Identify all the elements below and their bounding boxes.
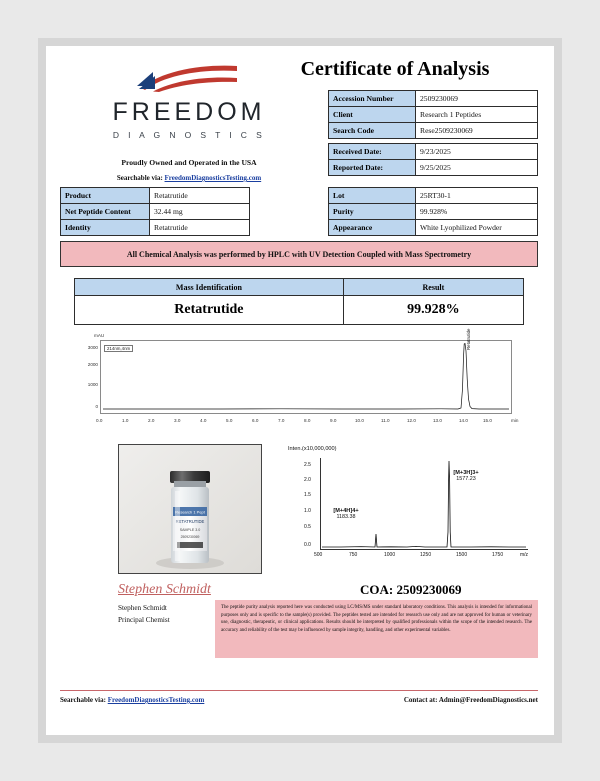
dates-table [328,143,538,176]
mass-identification-table [74,278,524,325]
ms-annotation-1-label: [M+4H]4+ [333,508,359,514]
hplc-x-axis-label: min [511,418,519,423]
table-row [329,220,538,236]
net-peptide-content-value: 32.44 mg [150,204,250,220]
footer-searchable [60,696,204,704]
table-row [61,188,250,204]
accession-table [328,90,538,139]
accession-number-value: 2509230069 [416,91,538,107]
hplc-x-tick: 5.0 [226,418,233,423]
sample-photo-image [119,445,261,573]
table-row [329,188,538,204]
footer-contact-email[interactable]: Admin@FreedomDiagnostics.net [438,696,538,704]
ms-annotation-2 [436,470,496,482]
received-date-value: 9/23/2025 [416,144,538,160]
footer-searchable-label: Searchable via: [60,696,106,704]
ms-x-tick: 1500 [456,552,468,558]
svg-text:SAMPLE 3.0: SAMPLE 3.0 [179,528,201,532]
document-footer [60,696,538,704]
table-row [329,160,538,176]
hplc-x-tick: 14.0 [459,418,468,423]
hplc-x-tick: 6.0 [252,418,259,423]
svg-text:RETATRUTIDE: RETATRUTIDE [175,519,205,524]
ms-y-tick: 2.5 [304,462,311,468]
identity-label: Identity [61,220,150,236]
svg-text:2509230069: 2509230069 [180,535,200,539]
hplc-y-tick: 2000 [87,362,98,367]
ms-annotation-2-value: 1577.23 [456,476,476,482]
hplc-detector-label: 214nm,4nm [104,345,133,352]
mass-identification-header: Mass Identification [75,279,344,296]
ms-y-tick: 2.0 [304,477,311,483]
net-peptide-content-label: Net Peptide Content [61,204,150,220]
hplc-x-tick: 8.0 [304,418,311,423]
result-header: Result [343,279,523,296]
result-value: 99.928% [343,296,523,325]
searchable-link-top[interactable]: FreedomDiagnosticsTesting.com [164,174,262,182]
disclaimer-text: The peptide purity analysis reported here was conducted using LC/MS/MS under standard laboratory conditions. This analysis is intended for informational purposes only and is specific to the sample(s) provided. The peptides tested are intended for research use only and are not approved for human or veterinary use, diagnostic, therapeutic, or clinical applications. Results should be interpreted by qualified professionals within the scope of the intended research. The accuracy and reliability of the test may be influenced by sample integrity, handling, and other experimental variables. [215,600,538,658]
table-row [61,204,250,220]
signature-image: Stephen Schmidt [118,582,211,597]
hplc-x-tick: 1.0 [122,418,129,423]
ms-annotation-2-label: [M+3H]3+ [453,470,479,476]
table-row [329,107,538,123]
ms-x-axis-label: m/z [520,552,529,558]
signature-block [60,582,538,682]
ms-y-tick: 1.5 [304,492,311,498]
hplc-x-tick: 3.0 [174,418,181,423]
footer-contact [404,696,538,704]
document-header [46,46,554,246]
svg-text:Research 1 Pept: Research 1 Pept [175,509,205,515]
ms-trace [321,458,527,548]
signature-role: Principal Chemist [118,616,170,624]
ms-y-tick: 0.0 [304,542,311,548]
appearance-value: White Lyophilized Powder [416,220,538,236]
table-row [329,144,538,160]
ms-x-tick: 500 [314,552,323,558]
sample-photo [118,444,262,574]
product-value: Retatrutide [150,188,250,204]
hplc-x-tick: 12.0 [407,418,416,423]
hplc-chromatogram [74,328,526,432]
reported-date-value: 9/25/2025 [416,160,538,176]
hplc-peak-label: Retatrutide [466,328,471,350]
hplc-x-tick: 2.0 [148,418,155,423]
hplc-x-tick: 11.0 [381,418,390,423]
analysis-method-banner: All Chemical Analysis was performed by HPLC with UV Detection Coupled with Mass Spectrometry [60,241,538,267]
product-table [60,187,250,236]
lot-value: 25RT30-1 [416,188,538,204]
table-row [329,91,538,107]
searchable-label: Searchable via: [116,174,163,182]
hplc-x-tick: 15.0 [483,418,492,423]
purity-value: 99.928% [416,204,538,220]
table-row [61,220,250,236]
hplc-x-tick: 0.0 [96,418,103,423]
mass-spectrum-chart [286,444,536,572]
ms-title: Inten.(x10,000,000) [288,446,337,452]
hplc-x-tick: 7.0 [278,418,285,423]
mass-identification-value: Retatrutide [75,296,344,325]
table-row [75,296,524,325]
coa-number: COA: 2509230069 [360,582,462,597]
owned-operated-text: Proudly Owned and Operated in the USA [121,158,257,167]
client-label: Client [329,107,416,123]
hplc-x-tick: 9.0 [330,418,337,423]
accession-number-label: Accession Number [329,91,416,107]
ms-x-tick: 750 [349,552,358,558]
purity-label: Purity [329,204,416,220]
signature-printed-name: Stephen Schmidt [118,604,167,612]
page-title: Certificate of Analysis [300,58,490,80]
lot-label: Lot [329,188,416,204]
hplc-trace [101,341,511,413]
table-header-row [75,279,524,296]
client-value: Research 1 Peptides [416,107,538,123]
search-code-label: Search Code [329,123,416,139]
search-code-value: Rese2509230069 [416,123,538,139]
hplc-x-tick: 4.0 [200,418,207,423]
footer-searchable-link[interactable]: FreedomDiagnosticsTesting.com [107,696,205,704]
ms-y-tick: 0.5 [304,524,311,530]
lot-table [328,187,538,236]
searchable-top [64,174,314,182]
hplc-y-axis-label: mAU [94,333,105,338]
ms-x-tick: 1750 [492,552,504,558]
flag-icon [137,62,241,92]
product-label: Product [61,188,150,204]
hplc-y-tick: 1000 [87,382,98,387]
table-row [329,123,538,139]
ms-y-tick: 1.0 [304,508,311,514]
hplc-y-tick: 3000 [87,345,98,350]
appearance-label: Appearance [329,220,416,236]
hplc-x-tick: 10.0 [355,418,364,423]
ms-x-tick: 1250 [420,552,432,558]
footer-contact-label: Contact at: [403,696,438,704]
hplc-y-tick: 0 [95,404,98,409]
hplc-plot-frame [100,340,512,414]
ms-x-tick: 1000 [384,552,396,558]
hplc-x-tick: 13.0 [433,418,442,423]
table-row [329,204,538,220]
certificate-document [46,46,554,735]
identity-value: Retatrutide [150,220,250,236]
ms-annotation-1 [318,508,374,520]
ms-annotation-1-value: 1183.38 [336,514,356,520]
ms-plot-frame [320,458,528,550]
footer-divider [60,690,538,691]
reported-date-label: Reported Date: [329,160,416,176]
brand-name: FREEDOM [112,98,266,126]
brand-subtitle: D I A G N O S T I C S [112,130,266,140]
received-date-label: Received Date: [329,144,416,160]
